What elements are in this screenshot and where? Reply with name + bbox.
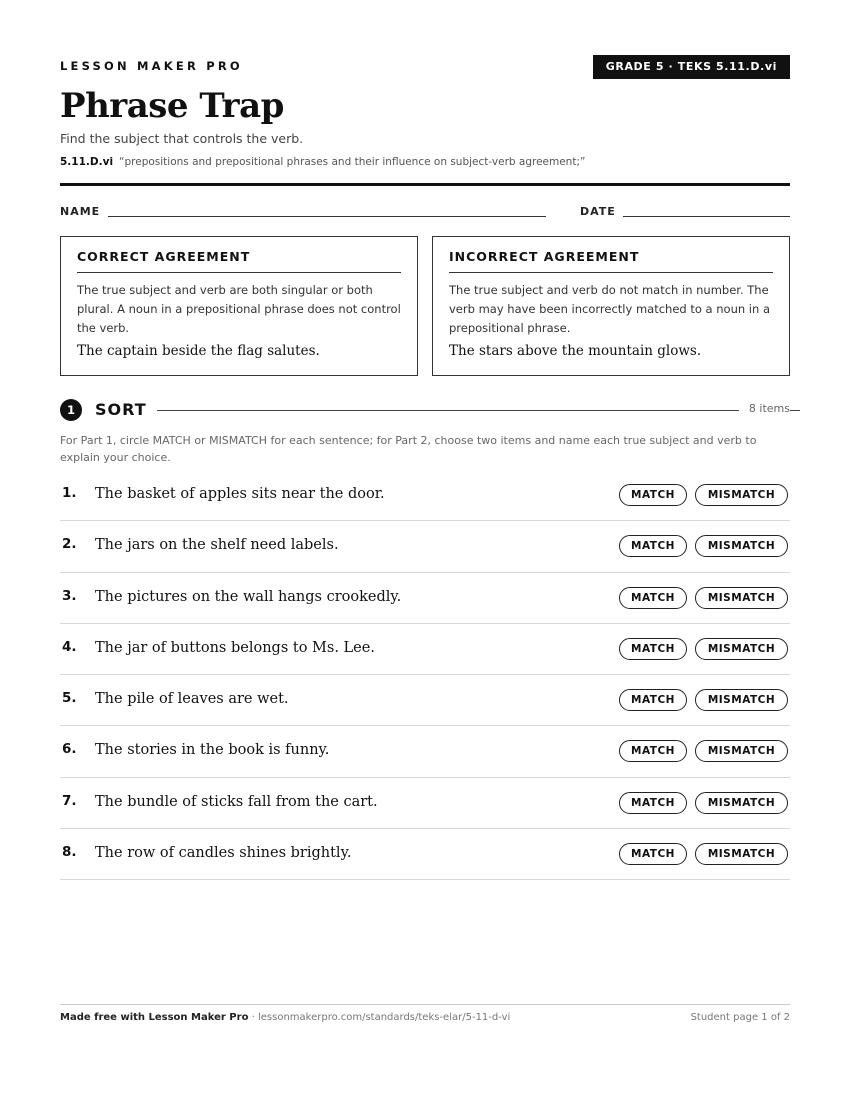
item-sentence: The pile of leaves are wet.: [95, 691, 289, 708]
incorrect-agreement-example: The stars above the mountain glows.: [449, 343, 702, 359]
item-number: 8.: [62, 844, 77, 861]
date-field[interactable]: [623, 216, 790, 217]
grade-badge: GRADE 5 · TEKS 5.11.D.vi: [593, 55, 790, 79]
list-item: [60, 726, 790, 777]
mismatch-button[interactable]: MISMATCH: [695, 535, 788, 557]
section-title: SORT: [95, 400, 147, 419]
page-subtitle: Find the subject that controls the verb.: [60, 131, 304, 146]
correct-agreement-example: The captain beside the flag salutes.: [77, 343, 320, 359]
item-number: 2.: [62, 536, 77, 553]
list-item: [60, 675, 790, 726]
match-button[interactable]: MATCH: [619, 587, 687, 609]
standard-code: 5.11.D.vi: [60, 156, 114, 168]
item-sentence: The jars on the shelf need labels.: [95, 537, 339, 554]
list-item: [60, 573, 790, 624]
name-label: NAME: [60, 205, 101, 218]
list-item: [60, 624, 790, 675]
worksheet-page: [60, 0, 790, 1100]
item-sentence: The jar of buttons belongs to Ms. Lee.: [95, 639, 375, 656]
item-number: 6.: [62, 741, 77, 758]
section-divider: [157, 410, 800, 411]
page-title: Phrase Trap: [60, 86, 284, 126]
mismatch-button[interactable]: MISMATCH: [695, 638, 788, 660]
match-button[interactable]: MATCH: [619, 843, 687, 865]
incorrect-agreement-heading: INCORRECT AGREEMENT: [449, 249, 773, 273]
standard-line: [60, 156, 585, 168]
correct-agreement-heading: CORRECT AGREEMENT: [77, 249, 401, 273]
name-field[interactable]: [108, 216, 546, 217]
footer-url[interactable]: · lessonmakerpro.com/standards/teks-elar/5-11-d-vi: [251, 1012, 511, 1023]
header-divider: [60, 183, 790, 186]
item-number: 7.: [62, 792, 77, 809]
mismatch-button[interactable]: MISMATCH: [695, 484, 788, 506]
item-number: 5.: [62, 690, 77, 707]
footer-made-with: Made free with Lesson Maker Pro: [60, 1012, 249, 1023]
standard-text: “prepositions and prepositional phrases and their influence on subject-verb agreement;”: [119, 156, 586, 168]
incorrect-agreement-body: The true subject and verb do not match in number. The verb may have been incorrectly matched to a noun in a prepositional phrase.: [449, 283, 770, 335]
item-sentence: The stories in the book is funny.: [95, 742, 330, 759]
section-number-badge: 1: [60, 399, 82, 421]
brand-name: LESSON MAKER PRO: [60, 59, 243, 73]
mismatch-button[interactable]: MISMATCH: [695, 843, 788, 865]
mismatch-button[interactable]: MISMATCH: [695, 689, 788, 711]
item-number: 1.: [62, 485, 77, 501]
correct-agreement-box: [60, 236, 418, 376]
item-sentence: The bundle of sticks fall from the cart.: [95, 793, 378, 810]
mismatch-button[interactable]: MISMATCH: [695, 587, 788, 609]
item-number: 4.: [62, 638, 77, 655]
match-button[interactable]: MATCH: [619, 638, 687, 660]
date-label: DATE: [580, 205, 616, 218]
mismatch-button[interactable]: MISMATCH: [695, 740, 788, 762]
mismatch-button[interactable]: MISMATCH: [695, 792, 788, 814]
section-instructions: For Part 1, circle MATCH or MISMATCH for each sentence; for Part 2, choose two items and name each true subject and verb to explain your choice.: [60, 434, 757, 464]
correct-agreement-body: The true subject and verb are both singular or both plural. A noun in a prepositional phrase does not control the verb.: [77, 283, 401, 335]
match-button[interactable]: MATCH: [619, 535, 687, 557]
item-sentence: The row of candles shines brightly.: [95, 845, 352, 862]
incorrect-agreement-box: [432, 236, 790, 376]
sort-items-list: [60, 470, 790, 880]
item-sentence: The basket of apples sits near the door.: [95, 486, 385, 502]
list-item: [60, 521, 790, 572]
item-sentence: The pictures on the wall hangs crookedly.: [95, 588, 402, 605]
footer-credit: [60, 1012, 510, 1023]
match-button[interactable]: MATCH: [619, 484, 687, 506]
list-item: [60, 829, 790, 880]
section-item-count: 8 items: [739, 402, 790, 415]
list-item: [60, 470, 790, 521]
match-button[interactable]: MATCH: [619, 689, 687, 711]
list-item: [60, 778, 790, 829]
item-number: 3.: [62, 587, 77, 604]
match-button[interactable]: MATCH: [619, 740, 687, 762]
footer-page-number: Student page 1 of 2: [690, 1012, 790, 1023]
match-button[interactable]: MATCH: [619, 792, 687, 814]
footer-divider: [60, 1004, 790, 1005]
